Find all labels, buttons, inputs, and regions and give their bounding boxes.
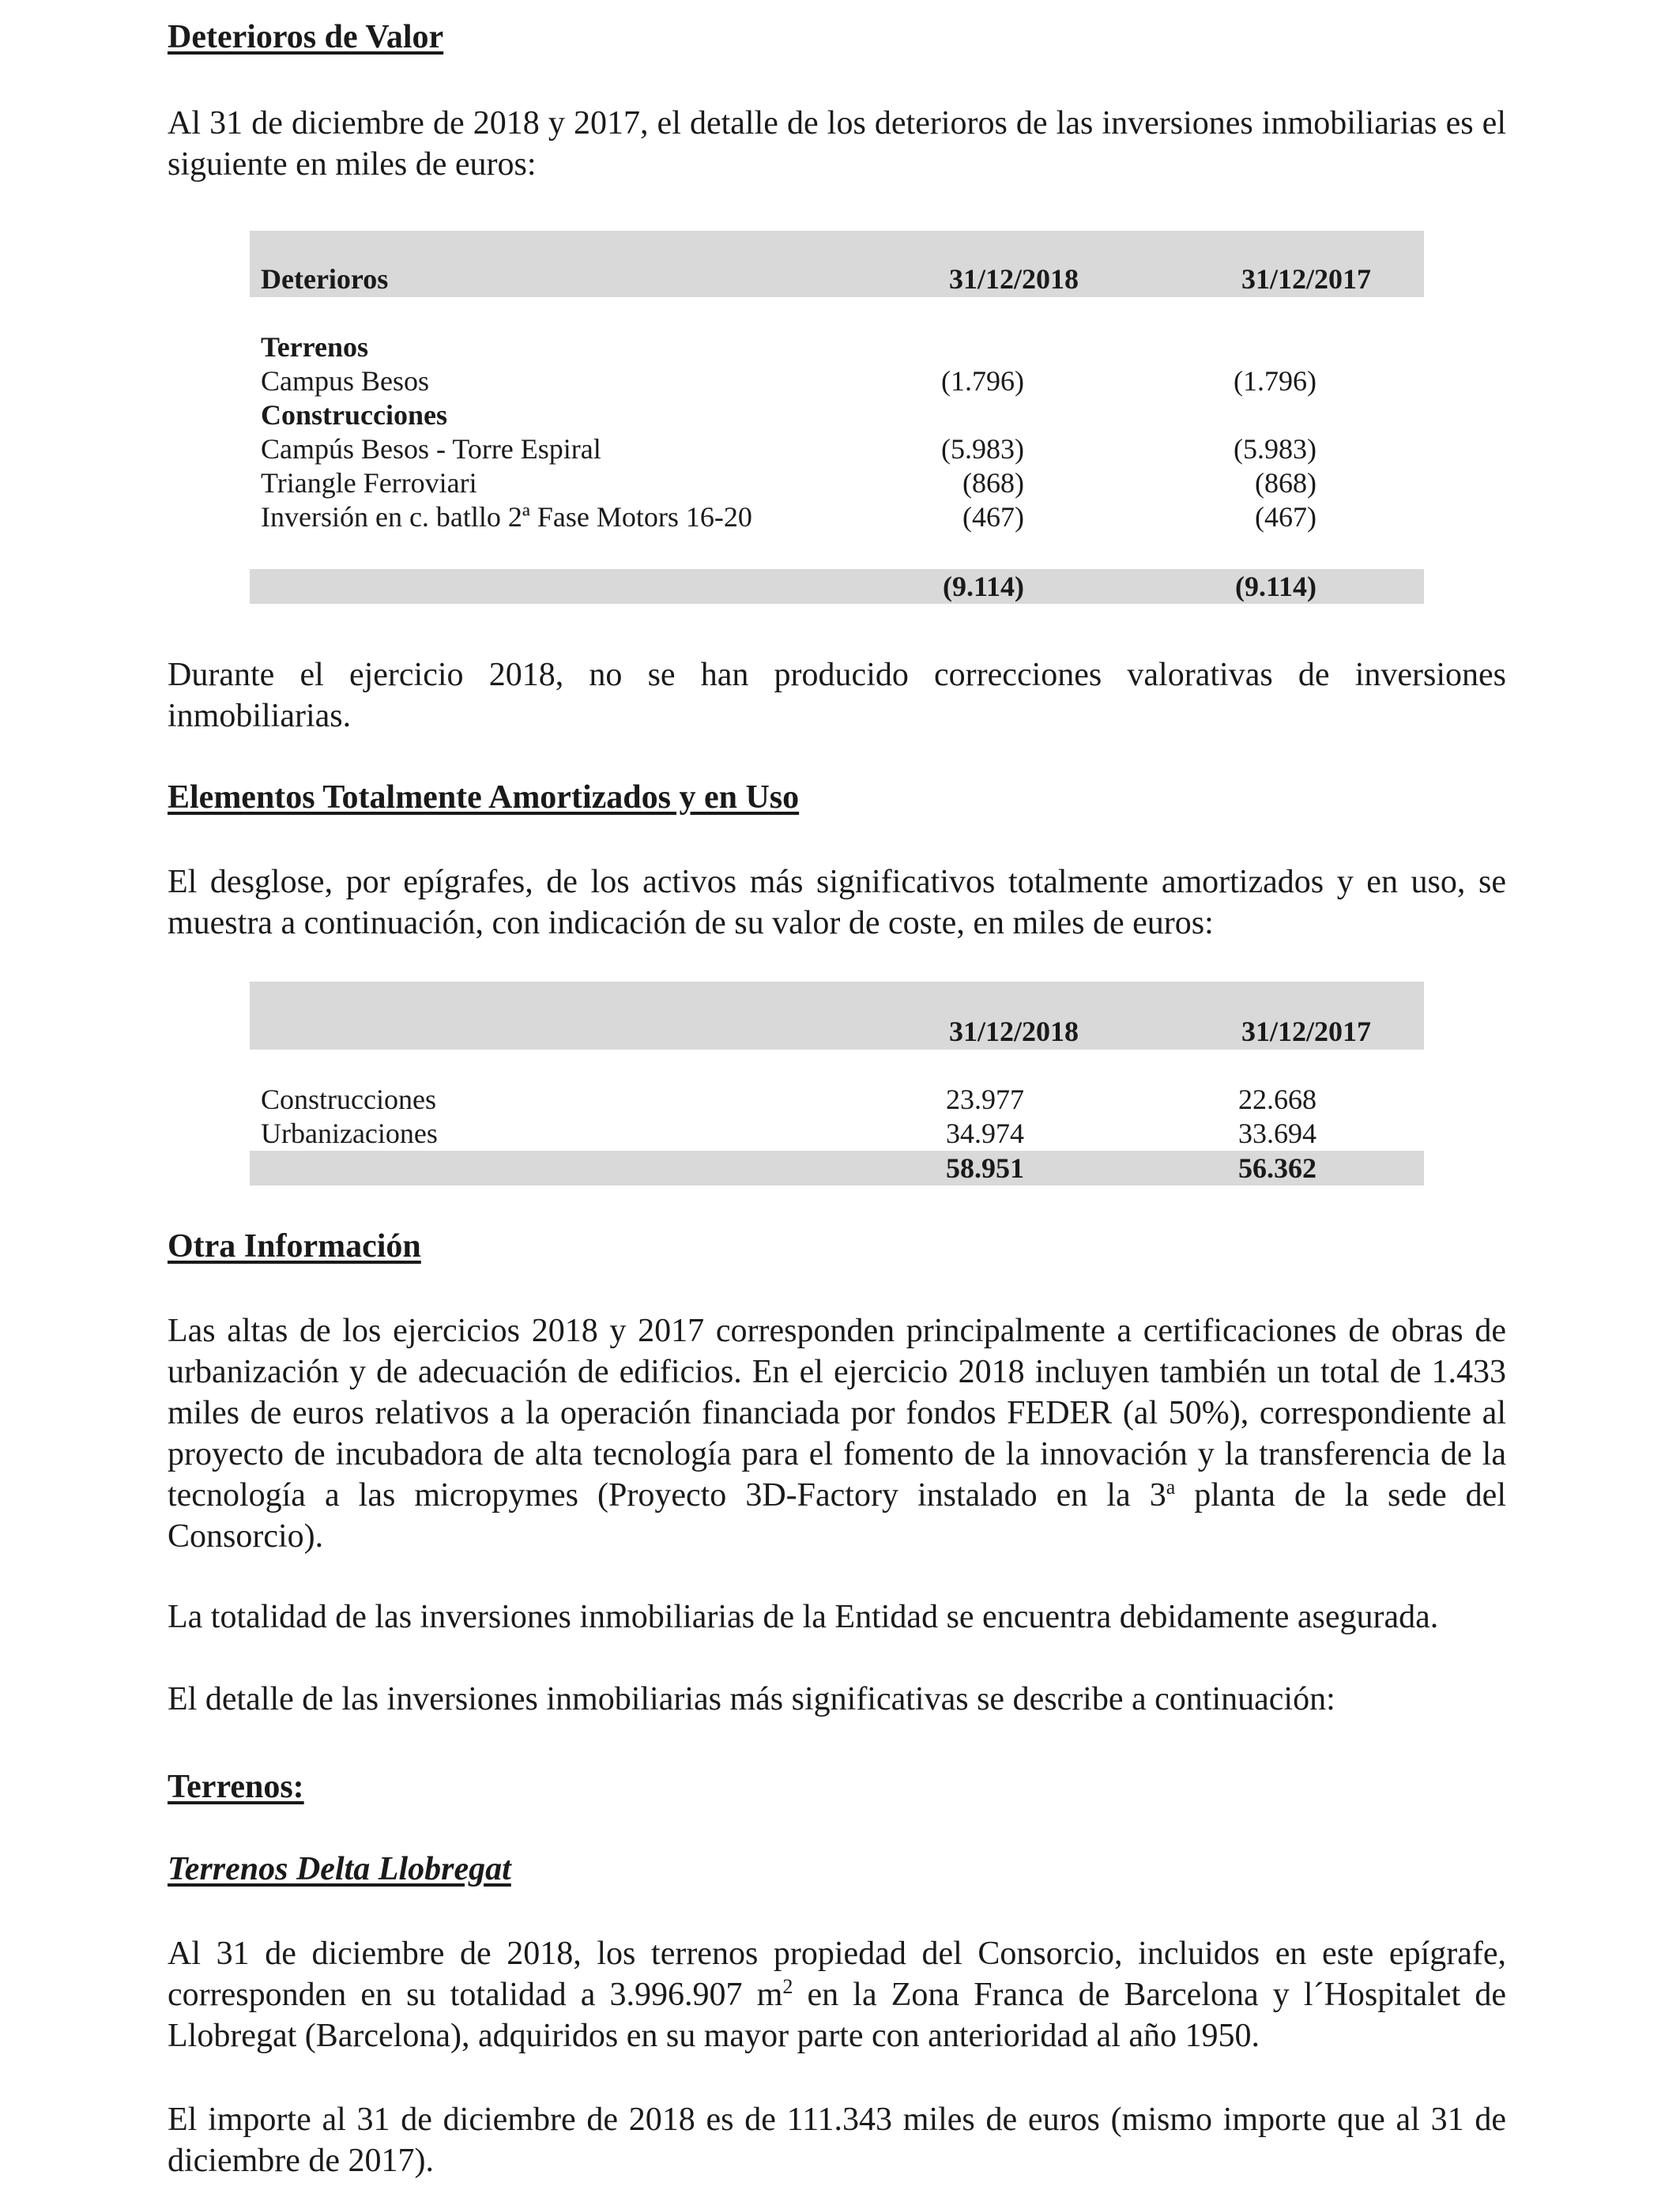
table-row [250, 432, 1424, 466]
row-value-2018: (467) [962, 501, 1024, 533]
row-value-2017: (868) [1255, 467, 1317, 499]
total-value-2017: (9.114) [1235, 571, 1317, 602]
row-label: Urbanizaciones [261, 1118, 438, 1149]
total-value-2017: 56.362 [1238, 1152, 1317, 1184]
table-header-row [250, 262, 1424, 296]
table-row [250, 466, 1424, 500]
table-header-row [250, 1015, 1424, 1049]
paragraph-deterioros-intro: Al 31 de diciembre de 2018 y 2017, el detalle de los deterioros de las inversiones inmobiliarias es el siguiente en miles de euros: [168, 105, 1506, 183]
row-value-2017: (1.796) [1234, 365, 1317, 397]
table-header-label: Deterioros [261, 263, 389, 295]
table-amortizados [250, 982, 1424, 1187]
table-row [250, 398, 1424, 432]
row-label: Inversión en c. batllo 2ª Fase Motors 16-20 [261, 501, 752, 533]
row-value-2017: 33.694 [1238, 1118, 1317, 1149]
paragraph-deterioros-after: Durante el ejercicio 2018, no se han producido correcciones valorativas de inversiones inmobiliarias. [168, 657, 1506, 734]
table-row [250, 500, 1424, 534]
row-value-2017: (5.983) [1234, 433, 1317, 465]
table-total-row [250, 570, 1424, 604]
table-header-col1: 31/12/2018 [948, 1016, 1079, 1047]
paragraph-otra-detalle: El detalle de las inversiones inmobiliarias más significativas se describe a continuación: [168, 1681, 1335, 1717]
row-label: Triangle Ferroviari [261, 467, 477, 499]
section-heading-terrenos: Terrenos: [168, 1769, 304, 1805]
total-value-2018: (9.114) [943, 571, 1024, 602]
paragraph-delta-terrenos [168, 1933, 1506, 2056]
row-value-2018: (5.983) [941, 433, 1024, 465]
table-row [250, 330, 1424, 364]
paragraph-otra-altas-text-b: planta de la sede del Consorcio). [168, 1477, 1506, 1555]
table-total-row [250, 1152, 1424, 1186]
table-row [250, 1083, 1424, 1117]
table-row [250, 1117, 1424, 1151]
section-heading-otra: Otra Información [168, 1228, 421, 1265]
superscript-2: 2 [782, 1975, 793, 1998]
paragraph-delta-importe: El importe al 31 de diciembre de 2018 es de 111.343 miles de euros (mismo importe que al 31 de diciembre de 2017). [168, 2102, 1506, 2179]
paragraph-delta-text-b: en la Zona Franca de Barcelona y l´Hospitalet de Llobregat (Barcelona), adquiridos en su mayor parte con anterioridad al año 1950. [168, 1977, 1507, 2054]
table-header-col1: 31/12/2018 [948, 263, 1079, 295]
superscript-a: a [1166, 1476, 1176, 1498]
paragraph-otra-asegurada: La totalidad de las inversiones inmobiliarias de la Entidad se encuentra debidamente asegurada. [168, 1599, 1439, 1635]
row-value-2018: (1.796) [941, 365, 1024, 397]
row-label: Construcciones [261, 1084, 436, 1115]
table-header-col2: 31/12/2017 [1241, 263, 1371, 295]
table-row [250, 364, 1424, 398]
row-label: Construcciones [261, 399, 447, 431]
paragraph-otra-altas-text-a: Las altas de los ejercicios 2018 y 2017 corresponden principalmente a certificaciones de obras de urbanización y de adecuación de edificios. En el ejercicio 2018 incluyen también un total de 1.433 miles de euros relativos a la operación financiada por fondos FEDER (al 50%), correspondiente al proyecto de incubadora de alta tecnología para el fomento de la innovación y la transferencia de la tecnología a las micropymes (Proyecto 3D-Factory instalado en la 3 [168, 1313, 1506, 1514]
row-label: Campús Besos - Torre Espiral [261, 433, 601, 465]
paragraph-amortizados-intro: El desglose, por epígrafes, de los activos más significativos totalmente amortizados y en uso, se muestra a continuación, con indicación de su valor de coste, en miles de euros: [168, 864, 1506, 941]
section-heading-amortizados: Elementos Totalmente Amortizados y en Uso [168, 779, 800, 816]
paragraph-delta-text-a: Al 31 de diciembre de 2018, los terrenos propiedad del Consorcio, incluidos en este epígrafe, corresponden en su totalidad a 3.996.907 m [168, 1936, 1506, 2013]
section-heading-deterioros: Deterioros de Valor [168, 19, 444, 55]
row-label: Campus Besos [261, 365, 430, 397]
row-value-2018: 23.977 [946, 1084, 1024, 1115]
row-label: Terrenos [261, 331, 369, 363]
table-header-col2: 31/12/2017 [1241, 1016, 1371, 1047]
total-value-2018: 58.951 [946, 1152, 1024, 1184]
row-value-2018: 34.974 [946, 1118, 1024, 1149]
paragraph-otra-altas [168, 1310, 1506, 1557]
table-deterioros [250, 231, 1424, 607]
subsection-heading-delta: Terrenos Delta Llobregat [168, 1851, 511, 1887]
row-value-2017: (467) [1255, 501, 1317, 533]
row-value-2018: (868) [962, 467, 1024, 499]
row-value-2017: 22.668 [1238, 1084, 1317, 1115]
